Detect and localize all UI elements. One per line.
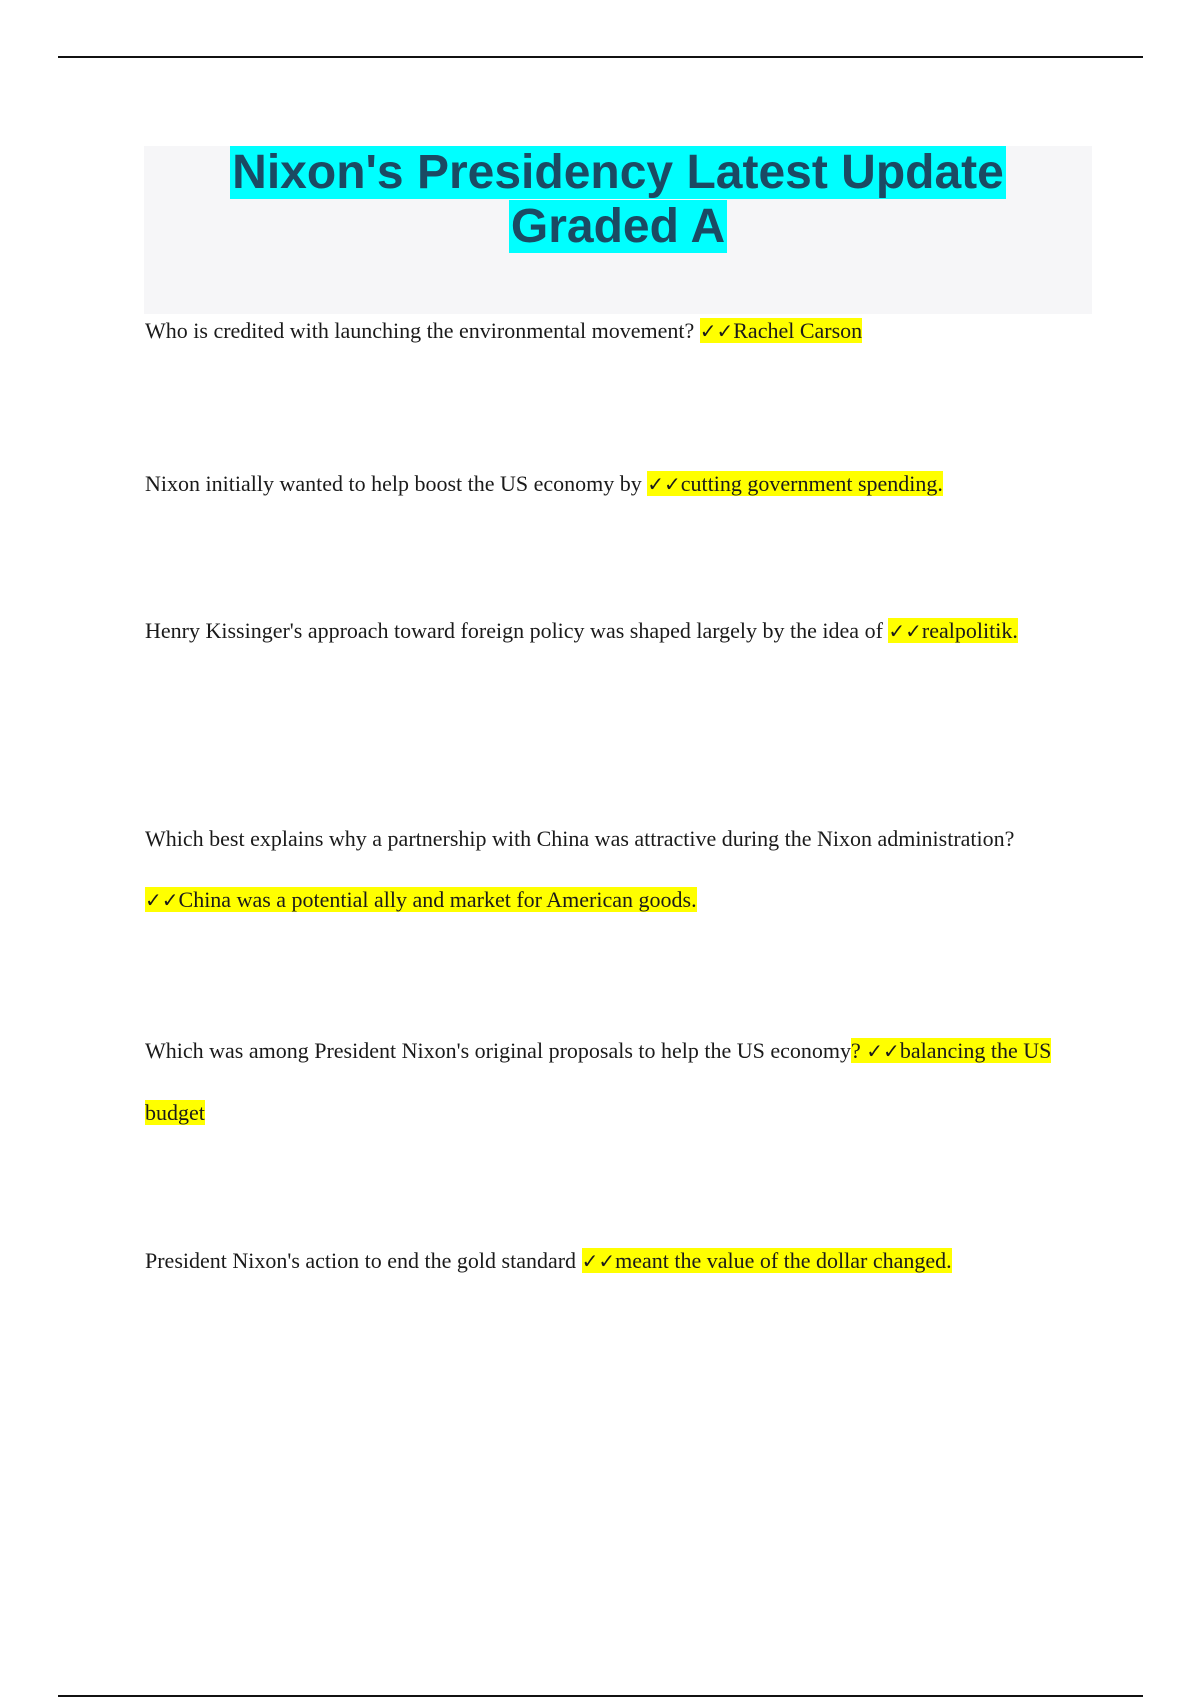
- qa-item-4: [145, 808, 1085, 931]
- answer-highlight: [145, 887, 697, 912]
- question-text: Which was among President Nixon's original proposals to help the US economy: [145, 1038, 852, 1063]
- question-text: Henry Kissinger's approach toward foreign policy was shaped largely by the idea of: [145, 618, 883, 643]
- title-line-2: Graded A: [510, 200, 726, 253]
- qa-item-5: [145, 1020, 1085, 1143]
- answer-highlight: [888, 618, 1017, 643]
- qa-item-6: [145, 1230, 1085, 1292]
- bottom-rule: [58, 1695, 1143, 1697]
- check-icon: ✓✓: [866, 1039, 900, 1063]
- answer-highlight: [700, 318, 862, 343]
- answer-text: realpolitik.: [921, 618, 1018, 643]
- top-rule: [58, 56, 1143, 58]
- check-icon: ✓✓: [699, 319, 734, 343]
- qa-item-1: [145, 300, 1085, 362]
- check-icon: ✓✓: [581, 1249, 616, 1273]
- answer-highlight: [582, 1248, 952, 1273]
- title-line-1: Nixon's Presidency Latest Update: [232, 146, 1004, 199]
- question-text: Which best explains why a partnership with China was attractive during the Nixon administration?: [145, 826, 1015, 851]
- question-text: Nixon initially wanted to help boost the US economy by: [145, 471, 642, 496]
- check-icon: ✓✓: [145, 888, 179, 912]
- document-title: [144, 146, 1092, 254]
- answer-highlight: [647, 471, 943, 496]
- check-icon: ✓✓: [888, 619, 922, 643]
- question-mark: ?: [851, 1038, 861, 1063]
- question-text: Who is credited with launching the environmental movement?: [145, 318, 695, 343]
- answer-text: China was a potential ally and market for American goods.: [178, 887, 697, 912]
- check-icon: ✓✓: [647, 472, 681, 496]
- answer-text: cutting government spending.: [680, 471, 943, 496]
- answer-text: Rachel Carson: [733, 318, 863, 343]
- title-box: [144, 146, 1092, 314]
- answer-text: balancing the US budget: [145, 1038, 1052, 1125]
- question-text: President Nixon's action to end the gold standard: [145, 1248, 577, 1273]
- qa-item-2: [145, 453, 1085, 515]
- qa-item-3: [145, 600, 1085, 662]
- answer-text: meant the value of the dollar changed.: [615, 1248, 952, 1273]
